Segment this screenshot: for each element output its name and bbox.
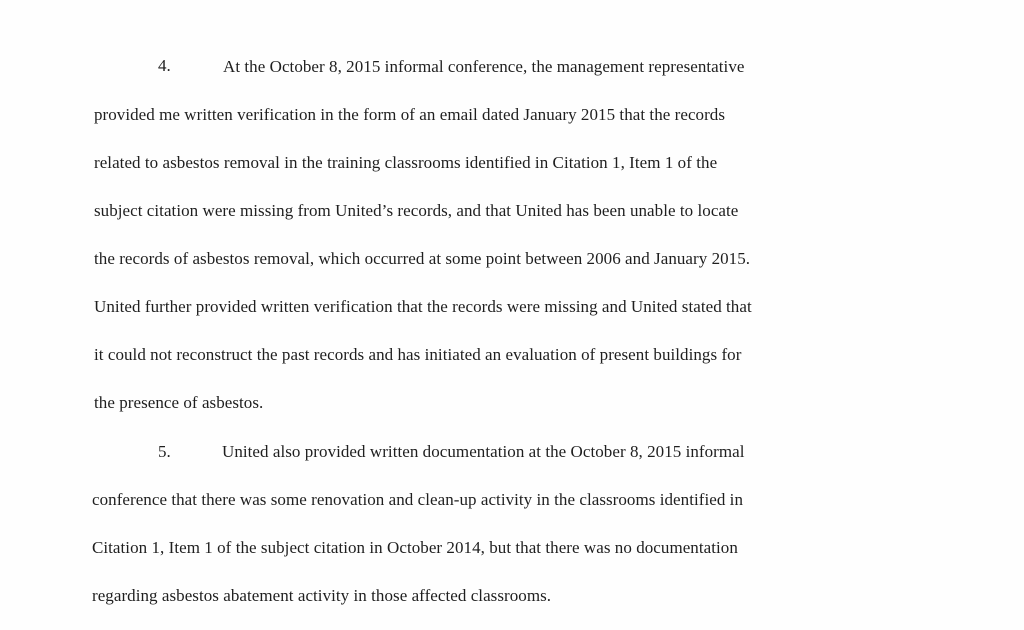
paragraph-line: United also provided written documentation at the October 8, 2015 informal (222, 442, 745, 461)
paragraph-line: it could not reconstruct the past records and has initiated an evaluation of present buildings for (94, 345, 742, 364)
paragraph-line: United further provided written verification that the records were missing and United stated that (94, 297, 752, 316)
paragraph-line: conference that there was some renovation and clean-up activity in the classrooms identified in (92, 490, 743, 509)
paragraph-line: Citation 1, Item 1 of the subject citation in October 2014, but that there was no documentation (92, 538, 738, 557)
paragraph-line: provided me written verification in the form of an email dated January 2015 that the records (94, 105, 726, 124)
paragraph-line: the records of asbestos removal, which occurred at some point between 2006 and January 2015. (94, 249, 751, 268)
paragraph-line: regarding asbestos abatement activity in those affected classrooms. (92, 586, 552, 605)
paragraph-number: 5. (158, 442, 171, 461)
paragraph-line: related to asbestos removal in the training classrooms identified in Citation 1, Item 1 of the (94, 153, 718, 172)
paragraph-number: 4. (158, 56, 171, 75)
paragraph-line: At the October 8, 2015 informal conference, the management representative (223, 57, 745, 76)
paragraph-line: subject citation were missing from United’s records, and that United has been unable to locate (94, 201, 739, 220)
paragraph-line: the presence of asbestos. (94, 393, 264, 412)
